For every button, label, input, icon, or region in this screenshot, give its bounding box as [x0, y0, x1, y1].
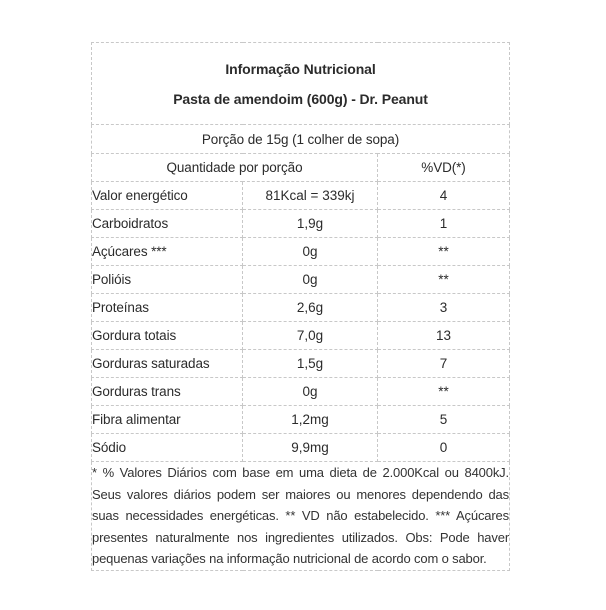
nutrient-amount: 2,6g	[243, 294, 378, 322]
nutrient-label: Valor energético	[92, 182, 243, 210]
nutrient-label: Fibra alimentar	[92, 406, 243, 434]
nutrient-dv: 0	[378, 434, 510, 462]
nutrient-dv: 4	[378, 182, 510, 210]
nutrient-amount: 1,2mg	[243, 406, 378, 434]
nutrient-dv: 3	[378, 294, 510, 322]
nutrient-row	[92, 350, 510, 378]
nutrient-amount: 9,9mg	[243, 434, 378, 462]
nutrient-row	[92, 322, 510, 350]
nutrient-row	[92, 378, 510, 406]
nutrient-row	[92, 406, 510, 434]
nutrient-label: Carboidratos	[92, 210, 243, 238]
nutrient-row	[92, 210, 510, 238]
serving-row	[92, 125, 510, 154]
footnote-section	[92, 462, 510, 571]
nutrient-label: Sódio	[92, 434, 243, 462]
page-title: Informação Nutricional	[225, 60, 376, 77]
footnote-row	[92, 462, 510, 571]
nutrient-label: Gordura totais	[92, 322, 243, 350]
title-row	[92, 43, 510, 125]
nutrient-row	[92, 294, 510, 322]
nutrient-amount: 7,0g	[243, 322, 378, 350]
nutrition-table-body	[92, 43, 510, 462]
nutrient-label: Gorduras saturadas	[92, 350, 243, 378]
nutrient-dv: 13	[378, 322, 510, 350]
nutrient-dv: 5	[378, 406, 510, 434]
nutrient-row	[92, 182, 510, 210]
footnote-text: * % Valores Diários com base em uma dieta de 2.000Kcal ou 8400kJ. Seus valores diários podem ser maiores ou menores dependendo das suas necessidades energéticas. ** VD não estabelecido. *** Açúcares presentes naturalmente nos ingredientes utilizados. Obs: Pode haver pequenas variações na informação nutricional de acordo com o sabor.	[92, 465, 509, 566]
nutrient-dv: 7	[378, 350, 510, 378]
nutrient-row	[92, 266, 510, 294]
nutrient-label: Proteínas	[92, 294, 243, 322]
nutrient-dv: **	[378, 266, 510, 294]
nutrition-table	[91, 42, 510, 571]
nutrient-amount: 0g	[243, 266, 378, 294]
nutrient-dv: **	[378, 378, 510, 406]
nutrient-amount: 81Kcal = 339kj	[243, 182, 378, 210]
title-cell	[92, 43, 510, 125]
product-subtitle: Pasta de amendoim (600g) - Dr. Peanut	[173, 90, 428, 107]
dv-column-header: %VD(*)	[378, 154, 510, 182]
nutrient-dv: 1	[378, 210, 510, 238]
nutrient-amount: 1,5g	[243, 350, 378, 378]
amount-column-header: Quantidade por porção	[92, 154, 378, 182]
serving-size-text: Porção de 15g (1 colher de sopa)	[92, 125, 510, 154]
nutrient-row	[92, 434, 510, 462]
nutrient-row	[92, 238, 510, 266]
column-header-row	[92, 154, 510, 182]
nutrient-amount: 1,9g	[243, 210, 378, 238]
nutrient-label: Polióis	[92, 266, 243, 294]
nutrient-dv: **	[378, 238, 510, 266]
nutrient-label: Açúcares ***	[92, 238, 243, 266]
nutrient-amount: 0g	[243, 238, 378, 266]
footnote-cell	[92, 462, 510, 571]
nutrient-amount: 0g	[243, 378, 378, 406]
nutrient-label: Gorduras trans	[92, 378, 243, 406]
